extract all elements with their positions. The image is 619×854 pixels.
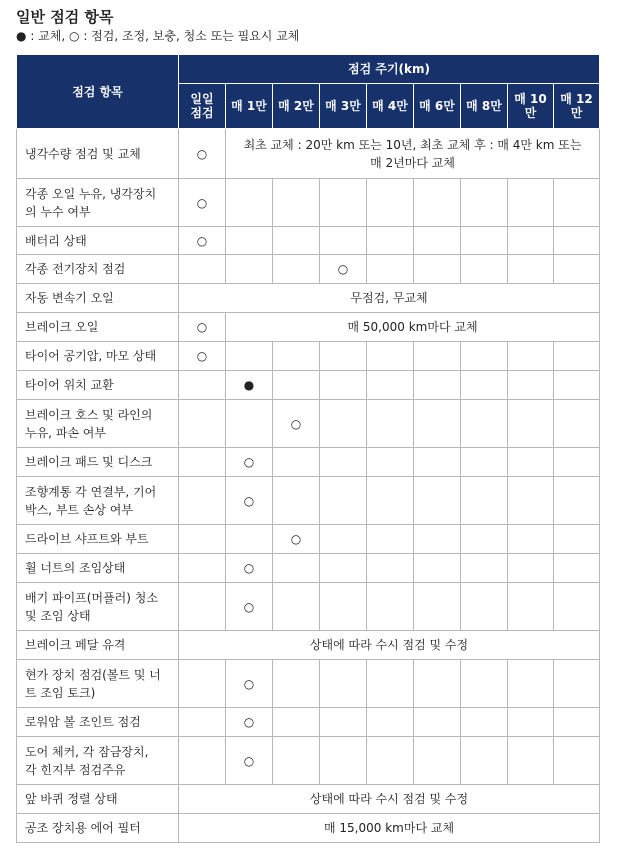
legend: [16, 27, 299, 44]
schedule-body: [17, 129, 600, 843]
schedule-cell: [554, 227, 600, 255]
item-label: 조향계통 각 연결부, 기어 박스, 부트 손상 여부: [17, 477, 179, 525]
schedule-cell: [461, 400, 508, 448]
schedule-cell: [179, 371, 226, 400]
schedule-cell: [320, 525, 367, 554]
schedule-cell: [508, 583, 554, 631]
schedule-cell: [367, 525, 414, 554]
table-row: [17, 227, 600, 255]
column-header: 매 3만: [320, 84, 367, 129]
schedule-cell: [554, 477, 600, 525]
inspect-legend-text: : 점검, 조정, 보충, 청소 또는 필요시 교체: [83, 29, 300, 43]
schedule-cell: [554, 737, 600, 785]
schedule-cell: [461, 477, 508, 525]
schedule-cell: [554, 371, 600, 400]
schedule-cell: [461, 583, 508, 631]
schedule-cell: [461, 737, 508, 785]
schedule-cell: ○: [226, 708, 273, 737]
schedule-span-note: 매 50,000 km마다 교체: [226, 313, 600, 342]
schedule-cell: [320, 342, 367, 371]
schedule-cell: [414, 708, 461, 737]
schedule-cell: [508, 371, 554, 400]
schedule-cell: ○: [179, 179, 226, 227]
schedule-cell: [508, 660, 554, 708]
column-header: 매 10 만: [508, 84, 554, 129]
column-header: 일일 점검: [179, 84, 226, 129]
schedule-cell: [367, 477, 414, 525]
item-label: 타이어 위치 교환: [17, 371, 179, 400]
schedule-cell: [414, 583, 461, 631]
schedule-cell: [414, 342, 461, 371]
schedule-cell: [554, 525, 600, 554]
schedule-cell: [179, 525, 226, 554]
schedule-cell: [508, 737, 554, 785]
schedule-span-note: 무점검, 무교체: [179, 284, 600, 313]
schedule-span-note: 상태에 따라 수시 점검 및 수정: [179, 785, 600, 814]
schedule-cell: [508, 477, 554, 525]
schedule-cell: [320, 448, 367, 477]
schedule-cell: [367, 554, 414, 583]
schedule-cell: [273, 477, 320, 525]
schedule-cell: [508, 342, 554, 371]
schedule-cell: [414, 525, 461, 554]
schedule-cell: [554, 448, 600, 477]
schedule-cell: [273, 371, 320, 400]
schedule-cell: [461, 371, 508, 400]
schedule-cell: [554, 660, 600, 708]
schedule-cell: ○: [179, 129, 226, 179]
schedule-cell: [508, 179, 554, 227]
schedule-cell: ○: [179, 227, 226, 255]
schedule-cell: ○: [273, 525, 320, 554]
schedule-span-note: 상태에 따라 수시 점검 및 수정: [179, 631, 600, 660]
schedule-cell: ○: [226, 554, 273, 583]
schedule-cell: [320, 737, 367, 785]
inspect-symbol: ○: [69, 29, 80, 43]
schedule-cell: [179, 708, 226, 737]
schedule-cell: [508, 400, 554, 448]
table-row: [17, 525, 600, 554]
schedule-cell: [273, 179, 320, 227]
table-row: [17, 371, 600, 400]
schedule-cell: [226, 342, 273, 371]
schedule-cell: [367, 255, 414, 284]
schedule-cell: [179, 554, 226, 583]
schedule-cell: [367, 400, 414, 448]
item-label: 드라이브 샤프트와 부트: [17, 525, 179, 554]
schedule-cell: ○: [226, 477, 273, 525]
table-row: [17, 313, 600, 342]
schedule-cell: [273, 554, 320, 583]
item-label: 냉각수량 점검 및 교체: [17, 129, 179, 179]
schedule-cell: [367, 708, 414, 737]
table-row: [17, 255, 600, 284]
header-period: 점검 주기(km): [179, 55, 600, 84]
schedule-cell: ○: [273, 400, 320, 448]
replace-symbol: ●: [16, 29, 27, 43]
page-title: 일반 점검 항목: [16, 8, 114, 26]
schedule-cell: [554, 255, 600, 284]
item-label: 타이어 공기압, 마모 상태: [17, 342, 179, 371]
column-header: 매 1만: [226, 84, 273, 129]
table-row: [17, 554, 600, 583]
header-item: 점검 항목: [17, 55, 179, 129]
schedule-cell: [226, 525, 273, 554]
table-row: [17, 660, 600, 708]
schedule-cell: [179, 660, 226, 708]
schedule-cell: [461, 342, 508, 371]
schedule-cell: ○: [226, 583, 273, 631]
table-row: [17, 284, 600, 313]
table-row: [17, 477, 600, 525]
schedule-cell: [226, 255, 273, 284]
schedule-cell: [461, 708, 508, 737]
item-label: 배기 파이프(머플러) 청소 및 조임 상태: [17, 583, 179, 631]
schedule-cell: [414, 477, 461, 525]
schedule-cell: ○: [226, 660, 273, 708]
schedule-cell: [461, 554, 508, 583]
schedule-cell: [508, 255, 554, 284]
schedule-cell: [320, 371, 367, 400]
item-label: 자동 변속기 오일: [17, 284, 179, 313]
table-row: [17, 631, 600, 660]
table-row: [17, 179, 600, 227]
schedule-cell: [508, 227, 554, 255]
schedule-cell: ○: [179, 342, 226, 371]
table-row: [17, 448, 600, 477]
schedule-cell: ●: [226, 371, 273, 400]
schedule-span-note: 최초 교체 : 20만 km 또는 10년, 최초 교체 후 : 매 4만 km 또는 매 2년마다 교체: [226, 129, 600, 179]
schedule-cell: [367, 227, 414, 255]
schedule-cell: [367, 371, 414, 400]
schedule-cell: [461, 660, 508, 708]
item-label: 브레이크 오일: [17, 313, 179, 342]
schedule-cell: [554, 583, 600, 631]
schedule-cell: [273, 708, 320, 737]
schedule-cell: ○: [226, 448, 273, 477]
schedule-cell: [461, 179, 508, 227]
item-label: 브레이크 패드 및 디스크: [17, 448, 179, 477]
schedule-cell: ○: [320, 255, 367, 284]
schedule-cell: [226, 227, 273, 255]
table-row: [17, 708, 600, 737]
schedule-cell: [414, 737, 461, 785]
schedule-cell: [461, 525, 508, 554]
schedule-cell: [414, 227, 461, 255]
item-label: 휠 너트의 조임상태: [17, 554, 179, 583]
schedule-cell: [320, 554, 367, 583]
schedule-cell: [273, 660, 320, 708]
table-row: [17, 400, 600, 448]
schedule-cell: [554, 179, 600, 227]
table-row: [17, 814, 600, 843]
schedule-cell: [320, 477, 367, 525]
schedule-cell: [414, 554, 461, 583]
item-label: 로워암 볼 조인트 점검: [17, 708, 179, 737]
schedule-cell: [508, 708, 554, 737]
schedule-cell: [414, 371, 461, 400]
replace-legend-text: : 교체,: [30, 29, 66, 43]
schedule-cell: [320, 179, 367, 227]
schedule-cell: [320, 660, 367, 708]
schedule-cell: [273, 342, 320, 371]
item-label: 배터리 상태: [17, 227, 179, 255]
schedule-cell: [414, 255, 461, 284]
item-label: 현가 장치 점검(볼트 및 너 트 조임 토크): [17, 660, 179, 708]
schedule-cell: [226, 179, 273, 227]
column-header: 매 4만: [367, 84, 414, 129]
item-label: 브레이크 호스 및 라인의 누유, 파손 여부: [17, 400, 179, 448]
schedule-cell: [179, 255, 226, 284]
schedule-cell: [461, 448, 508, 477]
item-label: 각종 오일 누유, 냉각장치 의 누수 여부: [17, 179, 179, 227]
schedule-cell: [461, 227, 508, 255]
schedule-cell: [508, 525, 554, 554]
item-label: 앞 바퀴 정렬 상태: [17, 785, 179, 814]
schedule-cell: [320, 400, 367, 448]
table-row: [17, 342, 600, 371]
schedule-cell: [367, 179, 414, 227]
schedule-cell: [414, 179, 461, 227]
schedule-cell: [273, 227, 320, 255]
schedule-cell: [554, 554, 600, 583]
schedule-cell: [461, 255, 508, 284]
column-header: 매 2만: [273, 84, 320, 129]
schedule-cell: [179, 448, 226, 477]
schedule-cell: [273, 737, 320, 785]
schedule-cell: [320, 227, 367, 255]
schedule-cell: ○: [226, 737, 273, 785]
schedule-cell: [320, 583, 367, 631]
inspection-schedule-table: [16, 54, 600, 843]
schedule-cell: [508, 448, 554, 477]
schedule-cell: [179, 583, 226, 631]
table-row: [17, 583, 600, 631]
schedule-cell: [367, 583, 414, 631]
table-row: [17, 129, 600, 179]
schedule-cell: [554, 342, 600, 371]
schedule-cell: [179, 477, 226, 525]
schedule-cell: [273, 583, 320, 631]
schedule-cell: [226, 400, 273, 448]
schedule-cell: [414, 660, 461, 708]
table-row: [17, 737, 600, 785]
schedule-cell: [554, 708, 600, 737]
column-header: 매 8만: [461, 84, 508, 129]
schedule-cell: [179, 737, 226, 785]
schedule-cell: [367, 737, 414, 785]
schedule-cell: [367, 342, 414, 371]
schedule-cell: [554, 400, 600, 448]
item-label: 브레이크 페달 유격: [17, 631, 179, 660]
schedule-cell: [367, 660, 414, 708]
schedule-cell: [273, 448, 320, 477]
schedule-cell: [367, 448, 414, 477]
schedule-cell: [273, 255, 320, 284]
schedule-cell: [320, 708, 367, 737]
schedule-cell: [508, 554, 554, 583]
column-header: 매 12 만: [554, 84, 600, 129]
table-row: [17, 785, 600, 814]
item-label: 도어 체커, 각 잠금장치, 각 힌지부 점검주유: [17, 737, 179, 785]
schedule-cell: [179, 400, 226, 448]
schedule-cell: [414, 448, 461, 477]
item-label: 각종 전기장치 점검: [17, 255, 179, 284]
schedule-cell: ○: [179, 313, 226, 342]
item-label: 공조 장치용 에어 필터: [17, 814, 179, 843]
column-header: 매 6만: [414, 84, 461, 129]
schedule-cell: [414, 400, 461, 448]
schedule-span-note: 매 15,000 km마다 교체: [179, 814, 600, 843]
